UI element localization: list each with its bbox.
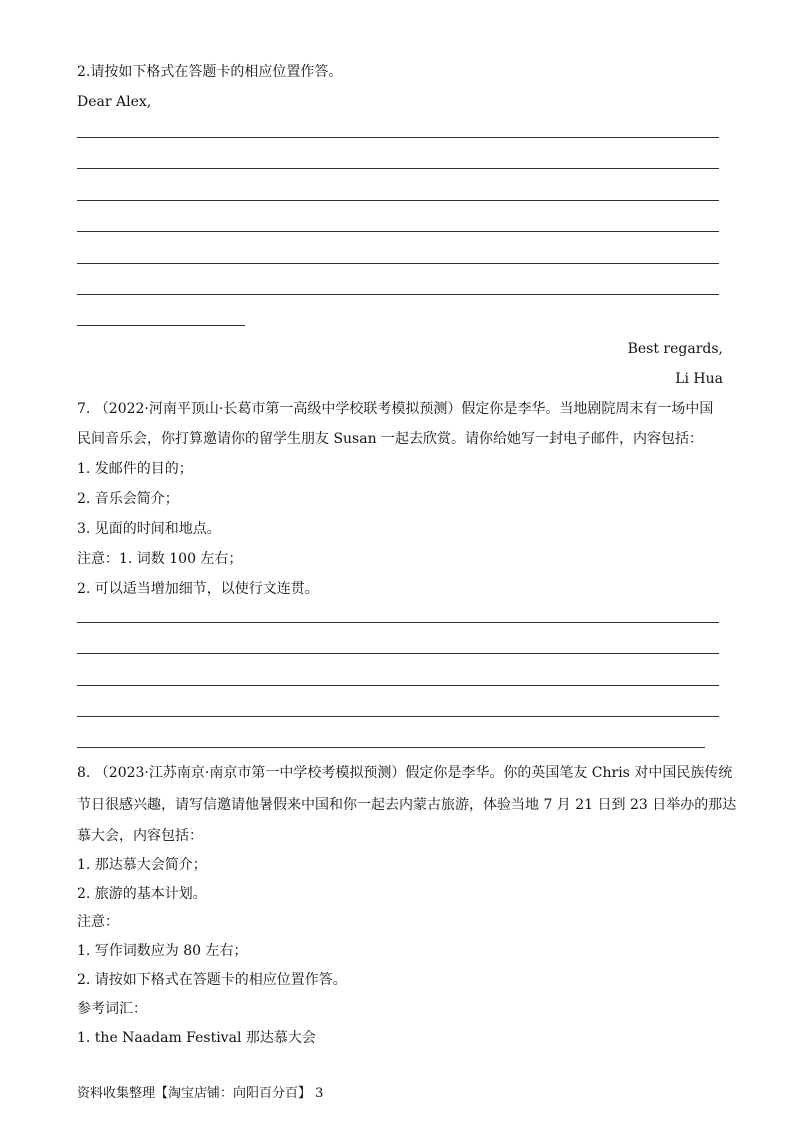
q7-line: 2. 可以适当增加细节，以使行文连贯。 bbox=[77, 581, 319, 597]
answer-line bbox=[77, 716, 719, 717]
answer-line bbox=[77, 622, 719, 623]
answer-line bbox=[77, 263, 719, 264]
letter-greeting: Dear Alex, bbox=[77, 94, 152, 110]
q8-line: 1. the Naadam Festival 那达慕大会 bbox=[77, 1030, 316, 1046]
answer-line bbox=[77, 200, 719, 201]
q7-line: 7. （2022·河南平顶山·长葛市第一高级中学校联考模拟预测）假定你是李华。当地剧院周末有一场中国 bbox=[77, 401, 714, 417]
q8-line: 2. 旅游的基本计划。 bbox=[77, 886, 207, 902]
q8-line: 1. 那达慕大会简介； bbox=[77, 857, 207, 873]
q7-line: 1. 发邮件的目的； bbox=[77, 461, 193, 477]
answer-line bbox=[77, 231, 719, 232]
answer-line-short bbox=[77, 325, 245, 326]
q7-line: 2. 音乐会简介； bbox=[77, 491, 179, 507]
page-footer: 资料收集整理【淘宝店铺：向阳百分百】 3 bbox=[77, 1086, 324, 1101]
q8-line: 节日很感兴趣，请写信邀请他暑假来中国和你一起去内蒙古旅游，体验当地 7 月 21 日到 23 日举办的那达 bbox=[77, 797, 737, 813]
q8-line: 2. 请按如下格式在答题卡的相应位置作答。 bbox=[77, 972, 347, 988]
answer-line bbox=[77, 168, 719, 169]
q7-line: 3. 见面的时间和地点。 bbox=[77, 521, 221, 537]
answer-line bbox=[77, 653, 719, 654]
answer-line bbox=[77, 137, 719, 138]
answer-line bbox=[77, 685, 719, 686]
q8-line: 8. （2023·江苏南京·南京市第一中学校考模拟预测）假定你是李华。你的英国笔友 Chris 对中国民族传统 bbox=[77, 765, 733, 781]
letter-closing: Best regards, bbox=[627, 341, 723, 357]
q8-line: 慕大会，内容包括： bbox=[77, 828, 203, 844]
q7-line: 民间音乐会，你打算邀请你的留学生朋友 Susan 一起去欣赏。请你给她写一封电子邮件，内容包括： bbox=[77, 431, 704, 447]
q8-line: 1. 写作词数应为 80 左右； bbox=[77, 943, 248, 959]
answer-line bbox=[77, 294, 719, 295]
q8-line: 参考词汇： bbox=[77, 1001, 147, 1017]
q8-line: 注意： bbox=[77, 914, 119, 930]
q7-line: 注意：1. 词数 100 左右； bbox=[77, 551, 243, 567]
q6-instruction: 2.请按如下格式在答题卡的相应位置作答。 bbox=[77, 64, 343, 80]
letter-signature: Li Hua bbox=[675, 371, 723, 387]
answer-line bbox=[77, 747, 705, 748]
